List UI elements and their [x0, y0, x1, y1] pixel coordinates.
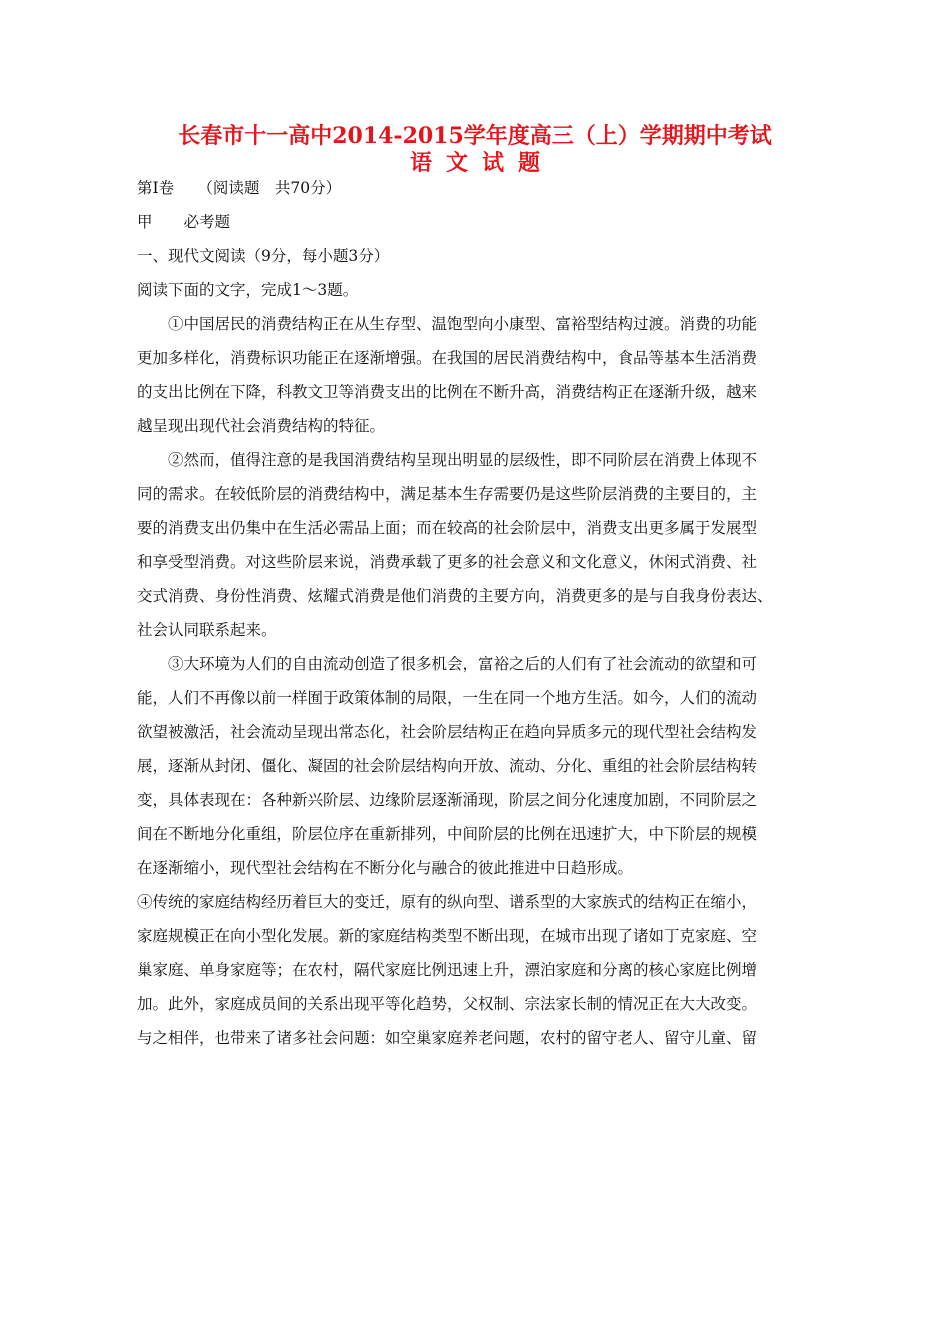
paragraph-line: 与之相伴，也带来了诸多社会问题：如空巢家庭养老问题，农村的留守老人、留守儿童、留	[137, 1029, 758, 1047]
paragraph-line: ②然而，值得注意的是我国消费结构呈现出明显的层级性，即不同阶层在消费上体现不	[168, 451, 758, 469]
paragraph-1	[137, 307, 837, 443]
subject-title: 语文试题	[409, 150, 554, 176]
paragraph-line: 变，具体表现在：各种新兴阶层、边缘阶层逐渐涌现，阶层之间分化速度加剧，不同阶层之	[137, 791, 758, 809]
paragraph-4	[137, 885, 837, 1055]
paragraph-line: 社会认同联系起来。	[137, 621, 277, 639]
document-body	[137, 171, 837, 1055]
paragraph-line: 更加多样化，消费标识功能正在逐渐增强。在我国的居民消费结构中，食品等基本生活消费	[137, 349, 758, 367]
paragraph-line: 越呈现出现代社会消费结构的特征。	[137, 417, 386, 435]
paragraph-line: 巢家庭、单身家庭等；在农村，隔代家庭比例迅速上升，漂泊家庭和分离的核心家庭比例增	[137, 961, 758, 979]
reading-instruction: 阅读下面的文字，完成1～3题。	[137, 281, 359, 299]
paragraph-line: 要的消费支出仍集中在生活必需品上面；而在较高的社会阶层中，消费支出更多属于发展型	[137, 519, 758, 537]
volume-heading: 第Ⅰ卷 （阅读题 共70分）	[137, 179, 342, 197]
paragraph-line: 家庭规模正在向小型化发展。新的家庭结构类型不断出现，在城市出现了诸如丁克家庭、空	[137, 927, 758, 945]
paragraph-line: ③大环境为人们的自由流动创造了很多机会，富裕之后的人们有了社会流动的欲望和可	[168, 655, 758, 673]
paragraph-line: 交式消费、身份性消费、炫耀式消费是他们消费的主要方向，消费更多的是与自我身份表达、	[137, 587, 773, 605]
paragraph-line: ①中国居民的消费结构正在从生存型、温饱型向小康型、富裕型结构过渡。消费的功能	[168, 315, 758, 333]
paragraph-line: 展，逐渐从封闭、僵化、凝固的社会阶层结构向开放、流动、分化、重组的社会阶层结构转	[137, 757, 758, 775]
paragraph-line: ④传统的家庭结构经历着巨大的变迁，原有的纵向型、谱系型的大家族式的结构正在缩小，	[137, 893, 758, 911]
exam-title: 长春市十一高中2014-2015学年度高三（上）学期期中考试	[178, 123, 772, 149]
paragraph-2	[137, 443, 837, 647]
paragraph-line: 加。此外，家庭成员间的关系出现平等化趋势，父权制、宗法家长制的情况正在大大改变。	[137, 995, 758, 1013]
paragraph-line: 同的需求。在较低阶层的消费结构中，满足基本生存需要仍是这些阶层消费的主要目的，主	[137, 485, 758, 503]
paragraph-line: 的支出比例在下降，科教文卫等消费支出的比例在不断升高，消费结构正在逐渐升级，越来	[137, 383, 758, 401]
paragraph-line: 和享受型消费。对这些阶层来说，消费承载了更多的社会意义和文化意义，休闲式消费、社	[137, 553, 758, 571]
paragraph-line: 间在不断地分化重组，阶层位序在重新排列，中间阶层的比例在迅速扩大，中下阶层的规模	[137, 825, 758, 843]
part-heading: 甲 必考题	[137, 213, 231, 231]
paragraph-line: 能，人们不再像以前一样囿于政策体制的局限，一生在同一个地方生活。如今，人们的流动	[137, 689, 758, 707]
paragraph-line: 在逐渐缩小，现代型社会结构在不断分化与融合的彼此推进中日趋形成。	[137, 859, 634, 877]
paragraph-line: 欲望被激活，社会流动呈现出常态化，社会阶层结构正在趋向异质多元的现代型社会结构发	[137, 723, 758, 741]
paragraph-3	[137, 647, 837, 885]
question-group-heading: 一、现代文阅读（9分，每小题3分）	[137, 247, 390, 265]
